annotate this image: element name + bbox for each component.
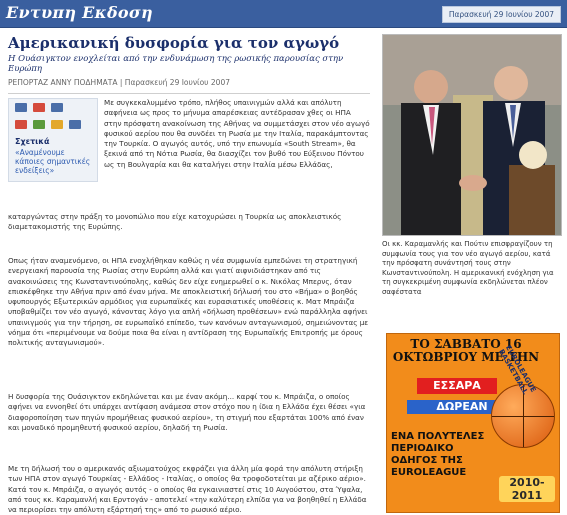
- ad-brand: EUROLEAGUE BASKETBALL: [497, 344, 538, 396]
- photo-caption: Οι κκ. Καραμανλής και Πούτιν επισφραγίζουν τη συμφωνία τους για τον νέο αγωγό αερίου, κατά την πρόσφατη συνάντησή τους στην Κωνσταντινούπολη. Η αμερικανική ενόχληση για τη συγκεκριμένη συμφωνία εκδηλώνεται πλέον σαφέστατα: [382, 240, 554, 296]
- share-icon[interactable]: [51, 103, 63, 112]
- article-subtitle: Η Ουάσιγκτον ενοχλείται από την ενδυνάμωση της ρωσικής παρουσίας στην Ευρώπη: [8, 54, 344, 74]
- ad-body: ΕΝΑ ΠΟΛΥΤΕΛΕΣ ΠΕΡΙΟΔΙΚΟ ΟΔΗΓΟΣ ΤΗΣ EUROLEAGUE: [391, 431, 485, 478]
- digg-icon[interactable]: [33, 120, 45, 129]
- article-paragraph: καταργώντας στην πράξη το μονοπώλιο που είχε κατοχυρώσει η Τουρκία ως αποκλειστικός διαμετακομιστής της Ευρώπης.: [8, 212, 342, 232]
- article-photo: [382, 34, 562, 236]
- email-icon[interactable]: [33, 103, 45, 112]
- article-paragraph: Οπως ήταν αναμενόμενο, οι ΗΠΑ ενοχλήθηκαν καθώς η νέα συμφωνία εμπεδώνει τη στρατηγική ενεργειακή παρουσία της Ρωσίας στην Ευρώπη αλλά και γιατί αιφνιδιάστηκαν από τις ανακοινώσεις της Κωνσταντινούπολης, καθώς δεν είχε ενημερωθεί ο κ. Νικόλας Μπερνς, όταν επισκέφθηκε την Αθήνα πριν από έναν μήνα. Με αποκλειστική δήλωσή του στο «Βήμα» ο βοηθός υφυπουργός Εξωτερικών αρμόδιος για ευρωπαϊκές και ευρασιατικές υποθέσεις κ. Ματ Μπράιζα υποβαθμίζει τον νέο αγωγό, κάνοντας λόγο για απλή «δήλωση προθέσεων» ενώ παράλληλα αφήνει υπαινιγμούς για την τήρηση, σε ευρωπαϊκό επίπεδο, των κανόνων ανταγωνισμού, σημειώνοντας με νόημα ότι «περιμένουμε να δούμε ποια θα είναι η αντίδραση της Ευρωπαϊκής Επιτροπής με όρους πολιτικής ανταγωνισμού».: [8, 256, 369, 348]
- divider: [8, 93, 370, 94]
- ad-free-label: ΔΩΡΕΑΝ: [407, 400, 517, 414]
- article-title: Αμερικανική δυσφορία για τον αγωγό: [8, 34, 340, 52]
- related-link[interactable]: «Αναμένουμε κάποιες σημαντικές ενδείξεις»: [15, 148, 91, 175]
- issue-date: Παρασκευή 29 Ιουνίου 2007: [442, 6, 561, 23]
- article-byline: ΡΕΠΟΡΤΑΖ ΑΝΝΥ ΠΟΔΗΜΑΤΑ | Παρασκευή 29 Ιουνίου 2007: [8, 78, 230, 87]
- sidebar: [382, 34, 560, 297]
- ad-paper-name: ΕΣΣΑΡΑ: [417, 378, 497, 394]
- article-main: [8, 34, 370, 515]
- article-paragraph: Η δυσφορία της Ουάσιγκτον εκδηλώνεται και με έναν ακόμη... καρφί του κ. Μπράιζα, ο οποίος αφήνει να εννοηθεί ότι υπάρχει αντίφαση ανάμεσα στον στόχο που η ίδια η Ελλάδα έχει θέσει «για διαφοροποίηση των πηγών προμήθειας φυσικού αερίου», τη στιγμή που εξαρτάται 100% από έναν και μοναδικό προμηθευτή φυσικού αερίου, δηλαδή τη Ρωσία.: [8, 392, 366, 432]
- delicious-icon[interactable]: [15, 120, 27, 129]
- ad-headline: ΤΟ ΣΑΒΒΑΤΟ 16 ΟΚΤΩΒΡΙΟΥ ΜΕ ΤΗΝ: [392, 337, 540, 364]
- rss-icon[interactable]: [51, 120, 63, 129]
- ad-season: 2010-2011: [499, 476, 555, 502]
- handshake-photo-icon: [383, 35, 561, 235]
- advertisement[interactable]: [386, 333, 560, 513]
- article-paragraph: Με συγκεκαλυμμένο τρόπο, πλήθος υπαινιγμών αλλά και απόλυτη σαφήνεια ως προς το μήνυμα απαρέσκειας αντέδρασαν χθες οι ΗΠΑ στην πρόσφατη ανακοίνωση της Αθήνας να συμμετάσχει στον νέο αγωγό φυσικού αερίου που θα συνδέει τη Ρωσία με την Ιταλία, παρακάμπτοντας την Τουρκία. Ο αγωγός αυτός, υπό την επωνυμία «South Stream», θα ξεκινά από τη Νότια Ρωσία, θα διασχίζει τον βυθό του Εύξεινου Πόντου ως τη Βουλγαρία και θα καταλήγει στην Ιταλία μέσω Ελλάδας,: [104, 98, 370, 169]
- top-bar: [0, 0, 567, 28]
- article-paragraph: Με τη δήλωσή του ο αμερικανός αξιωματούχος εκφράζει για άλλη μία φορά την απόλυτη στήριξη των ΗΠΑ στον αγωγό Τουρκίας - Ελλάδος - Ιταλίας, ο οποίος θα τροφοδοτείται με αζέρικο αέριο». Κατά τον κ. Μπράιζα, ο αγωγός αυτός - ο οποίος θα εγκαινιαστεί στις 10 Αυγούστου, στα Ύψαλα, από τους κκ. Καραμανλή και Ερντογάν - αποτελεί «την καλύτερη ελπίδα για να βοηθηθεί η Ελλάδα να περιορίσει την απόλυτη εξάρτησή της» από το ρωσικό αέριο.: [8, 464, 367, 515]
- print-icon[interactable]: [15, 103, 27, 112]
- article-tools: [8, 98, 98, 182]
- section-logo[interactable]: Εντυπη Εκδοση: [6, 3, 153, 22]
- related-title: Σχετικά: [15, 137, 50, 146]
- facebook-icon[interactable]: [69, 120, 81, 129]
